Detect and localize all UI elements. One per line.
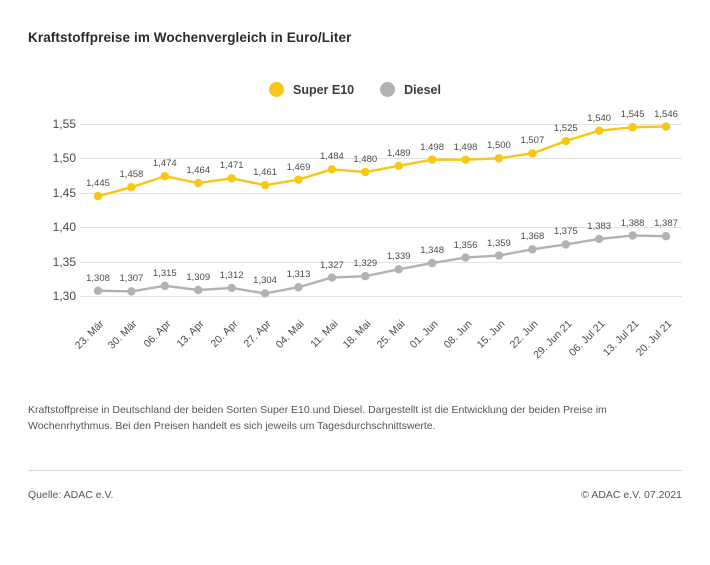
page-title: Kraftstoffpreise im Wochenvergleich in Euro/Liter [28, 30, 352, 45]
data-point [562, 137, 570, 145]
data-point [127, 183, 135, 191]
copyright-label: © ADAC e.V. 07.2021 [581, 489, 682, 501]
data-point-label: 1,312 [219, 269, 244, 281]
data-point-label: 1,309 [186, 272, 211, 283]
y-tick-label: 1,55 [52, 116, 76, 131]
data-point [161, 282, 169, 290]
y-tick-label: 1,30 [52, 289, 76, 304]
series-line [98, 127, 666, 197]
data-point-label: 1,339 [386, 251, 411, 263]
data-point [461, 155, 469, 163]
data-point-label: 1,383 [587, 220, 612, 232]
data-point [662, 122, 670, 130]
data-point [94, 192, 102, 200]
data-point-label: 1,461 [253, 167, 277, 179]
x-tick-label: 25. Mai [374, 318, 408, 351]
source-label: Quelle: ADAC e.V. [28, 489, 114, 501]
data-point-label: 1,445 [86, 178, 110, 190]
y-axis [28, 110, 80, 310]
data-point [261, 289, 269, 297]
x-tick-label: 13. Jul 21 [600, 318, 642, 359]
x-tick-label: 18. Mai [340, 318, 374, 351]
chart-lines [80, 110, 682, 310]
data-point-label: 1,356 [453, 239, 478, 251]
y-tick-label: 1,40 [52, 220, 76, 235]
x-tick-label: 06. Jul 21 [566, 318, 608, 359]
data-point [127, 287, 135, 295]
data-point [361, 272, 369, 280]
data-point-label: 1,484 [319, 151, 344, 163]
x-tick-label: 20. Apr [208, 318, 241, 351]
data-point-label: 1,329 [353, 258, 378, 270]
legend-item-super-e10 [269, 82, 354, 97]
data-point-label: 1,498 [420, 141, 444, 153]
data-point [628, 231, 636, 239]
data-point-label: 1,480 [353, 154, 378, 166]
data-point-label: 1,489 [386, 147, 411, 159]
data-point [294, 175, 302, 183]
data-point-label: 1,359 [487, 237, 511, 249]
data-point [227, 174, 235, 182]
data-point-label: 1,507 [520, 135, 545, 147]
grid-area [80, 110, 682, 310]
x-tick-label: 27. Apr [241, 318, 274, 351]
data-point-label: 1,327 [319, 259, 344, 271]
data-point-label: 1,545 [620, 109, 645, 121]
data-point-label: 1,458 [119, 169, 144, 181]
x-axis [72, 318, 700, 378]
data-point [94, 286, 102, 294]
data-point-label: 1,304 [253, 275, 277, 287]
data-point [662, 232, 670, 240]
x-tick-label: 15. Jun [474, 318, 508, 351]
data-point-label: 1,348 [420, 245, 444, 257]
data-point [495, 251, 503, 259]
x-tick-label: 04. Mai [274, 318, 307, 351]
legend-label-diesel: Diesel [404, 82, 441, 97]
divider [28, 470, 682, 471]
data-point [528, 149, 536, 157]
data-point-label: 1,368 [520, 231, 545, 243]
chart-legend [0, 82, 710, 97]
x-tick-label: 20. Jul 21 [633, 318, 675, 359]
data-point [194, 179, 202, 187]
data-point [428, 155, 436, 163]
x-tick-label: 11. Mai [308, 318, 341, 351]
series-line [98, 236, 666, 294]
x-tick-label: 01. Jun [407, 318, 441, 351]
data-point [628, 123, 636, 131]
data-point-label: 1,375 [553, 226, 578, 238]
data-point-label: 1,315 [152, 267, 177, 279]
x-tick-label: 30. Mär [106, 318, 140, 352]
data-point-label: 1,388 [620, 217, 645, 229]
legend-dot-diesel [380, 82, 395, 97]
data-point-label: 1,313 [286, 269, 311, 281]
legend-dot-super-e10 [269, 82, 284, 97]
x-tick-label: 13. Apr [174, 318, 207, 351]
legend-item-diesel [380, 82, 441, 97]
data-point-label: 1,525 [553, 123, 578, 135]
y-tick-label: 1,45 [52, 185, 76, 200]
data-point-label: 1,540 [587, 112, 612, 124]
data-point [528, 245, 536, 253]
data-point-label: 1,500 [487, 140, 511, 152]
data-point [261, 181, 269, 189]
data-point [395, 162, 403, 170]
data-point [161, 172, 169, 180]
data-point-label: 1,307 [119, 273, 144, 285]
data-point [461, 253, 469, 261]
x-tick-label: 29. Jun 21 [531, 318, 575, 362]
y-tick-label: 1,50 [52, 151, 76, 166]
data-point-label: 1,474 [152, 158, 177, 170]
plot-area [28, 110, 682, 310]
x-tick-label: 08. Jun [441, 318, 475, 351]
data-point [294, 283, 302, 291]
data-point [328, 273, 336, 281]
footnote: Kraftstoffpreise in Deutschland der beiden Sorten Super E10 und Diesel. Dargestellt ist die Entwicklung der beiden Preise im Wochenrhythmus. Bei den Preisen handelt es sich jeweils um Tagesdurchschnittswerte. [28, 404, 607, 433]
data-point-label: 1,469 [286, 161, 311, 173]
data-point [361, 168, 369, 176]
data-point-label: 1,464 [186, 165, 211, 177]
data-point [595, 126, 603, 134]
x-tick-label: 23. Mär [72, 318, 107, 352]
data-point-label: 1,387 [654, 218, 678, 230]
data-point [562, 240, 570, 248]
data-point [328, 165, 336, 173]
y-tick-label: 1,35 [52, 254, 76, 269]
data-point [194, 286, 202, 294]
data-point [595, 235, 603, 243]
data-point-label: 1,471 [219, 160, 244, 172]
data-point-label: 1,498 [453, 141, 478, 153]
data-point [495, 154, 503, 162]
x-tick-label: 06. Apr [141, 318, 174, 351]
legend-label-super-e10: Super E10 [293, 82, 355, 97]
data-point-label: 1,546 [654, 108, 678, 120]
data-point [395, 265, 403, 273]
x-tick-label: 22. Jun [507, 318, 541, 351]
data-point [428, 259, 436, 267]
data-point-label: 1,308 [86, 272, 110, 284]
data-point [227, 284, 235, 292]
